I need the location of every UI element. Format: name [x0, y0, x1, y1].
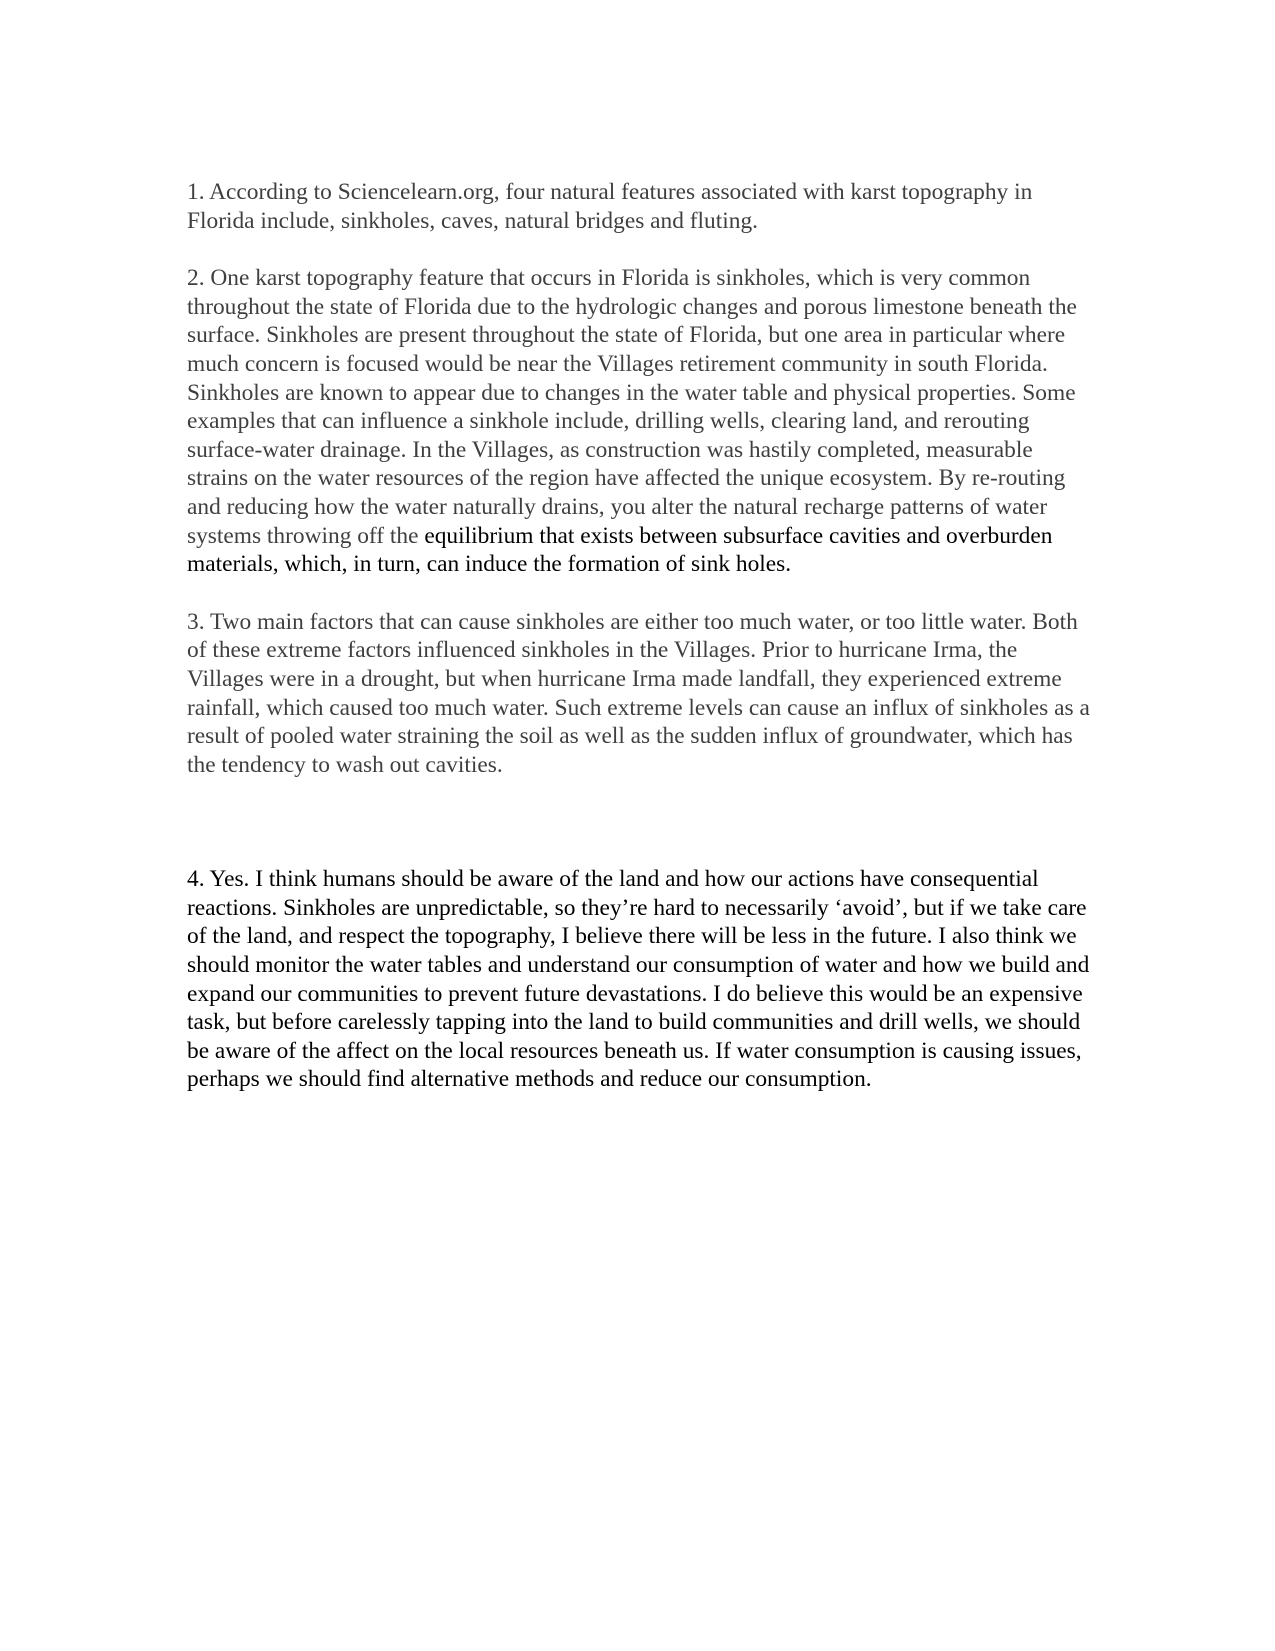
paragraph-3-text: 3. Two main factors that can cause sinkholes are either too much water, or too little water. Both of these extreme factors influenced sinkholes in the Villages. Prior to hurricane Irma, the Villages were in a drought, but when hurricane Irma made landfall, they experienced extreme rainfall, which caused too much water. Such extreme levels can cause an influx of sinkholes as a result of pooled water straining the soil as well as the sudden influx of groundwater, which has the tendency to wash out cavities. — [187, 608, 1090, 778]
paragraph-spacer — [187, 579, 1097, 608]
paragraph-2-text-black: equilibrium that exists between subsurface cavities and overburden materials, which, in turn, can induce the formation of sink holes. — [187, 522, 1053, 578]
paragraph-4 — [187, 865, 1097, 1094]
paragraph-2-text-gray: 2. One karst topography feature that occurs in Florida is sinkholes, which is very common throughout the state of Florida due to the hydrologic changes and porous limestone beneath the surface. Sinkholes are present throughout the state of Florida, but one area in particular where much concern is focused would be near the Villages retirement community in south Florida. Sinkholes are known to appear due to changes in the water table and physical properties. Some examples that can influence a sinkhole include, drilling wells, clearing land, and rerouting surface-water drainage. In the Villages, as construction was hastily completed, measurable strains on the water resources of the region have affected the unique ecosystem. By re-routing and reducing how the water naturally drains, you alter the natural recharge patterns of water systems throwing off the — [187, 265, 1077, 549]
paragraph-1-text: 1. According to Sciencelearn.org, four natural features associated with karst topography in Florida include, sinkholes, caves, natural bridges and fluting. — [187, 179, 1033, 234]
paragraph-2 — [187, 264, 1097, 579]
document-body — [187, 178, 1097, 1094]
paragraph-1 — [187, 178, 1097, 235]
paragraph-3 — [187, 608, 1097, 780]
paragraph-spacer — [187, 235, 1097, 264]
paragraph-4-text: 4. Yes. I think humans should be aware of the land and how our actions have consequential reactions. Sinkholes are unpredictable, so they’re hard to necessarily ‘avoid’, but if we take care of the land, and respect the topography, I believe there will be less in the future. I also think we should monitor the water tables and understand our consumption of water and how we build and expand our communities to prevent future devastations. I do believe this would be an expensive task, but before carelessly tapping into the land to build communities and drill wells, we should be aware of the affect on the local resources beneath us. If water consumption is causing issues, perhaps we should find alternative methods and reduce our consumption. — [187, 866, 1090, 1093]
paragraph-spacer — [187, 779, 1097, 865]
